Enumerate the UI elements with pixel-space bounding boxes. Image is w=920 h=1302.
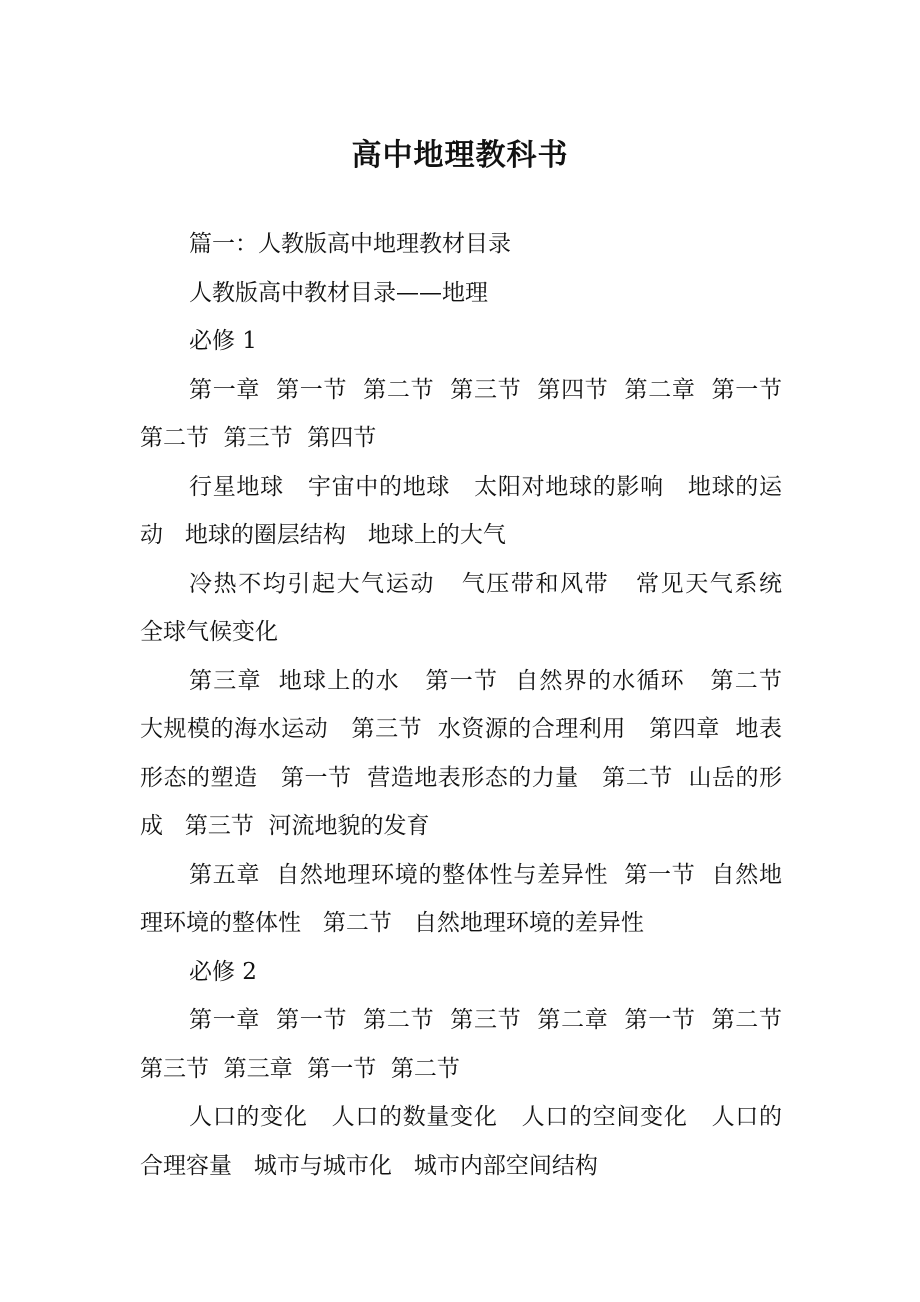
paragraph-article-heading: 篇一：人教版高中地理教材目录 (189, 231, 511, 257)
document-title: 高中地理教科书 (351, 138, 569, 174)
paragraph-topics-atmosphere: 冷热不均引起大气运动 气压带和风带 常见天气系统 全球气候变化 (140, 570, 804, 645)
paragraph-chapter-3-4: 第三章 地球上的水 第一节 自然界的水循环 第二节 大规模的海水运动 第三节 水资源的合理利用 第四章 地表形态的塑造 第一节 营造地表形态的力量 第二节 山岳的形成 第三节 河流地貌的发育 (140, 667, 797, 839)
paragraph-topics-population: 人口的变化 人口的数量变化 人口的空间变化 人口的合理容量 城市与城市化 城市内部空间结构 (140, 1104, 782, 1179)
paragraph-catalog-heading: 人教版高中教材目录——地理 (189, 279, 488, 306)
paragraph-chapter-list-2: 第一章 第一节 第二节 第三节 第二章 第一节 第二节 第三节 第三章 第一节 第二节 (140, 1007, 797, 1082)
paragraph-topics-earth: 行星地球 宇宙中的地球 太阳对地球的影响 地球的运动 地球的圈层结构 地球上的大气 (140, 473, 782, 548)
paragraph-chapter-5: 第五章 自然地理环境的整体性与差异性 第一节 自然地理环境的整体性 第二节 自然地理环境的差异性 (140, 861, 782, 936)
paragraph-required-2: 必修 2 (189, 958, 257, 985)
paragraph-chapter-list: 第一章 第一节 第二节 第三节 第四节 第二章 第一节 第二节 第三节 第四节 (140, 376, 797, 451)
paragraph-required-1: 必修 1 (189, 328, 257, 354)
document-body (140, 220, 804, 1190)
